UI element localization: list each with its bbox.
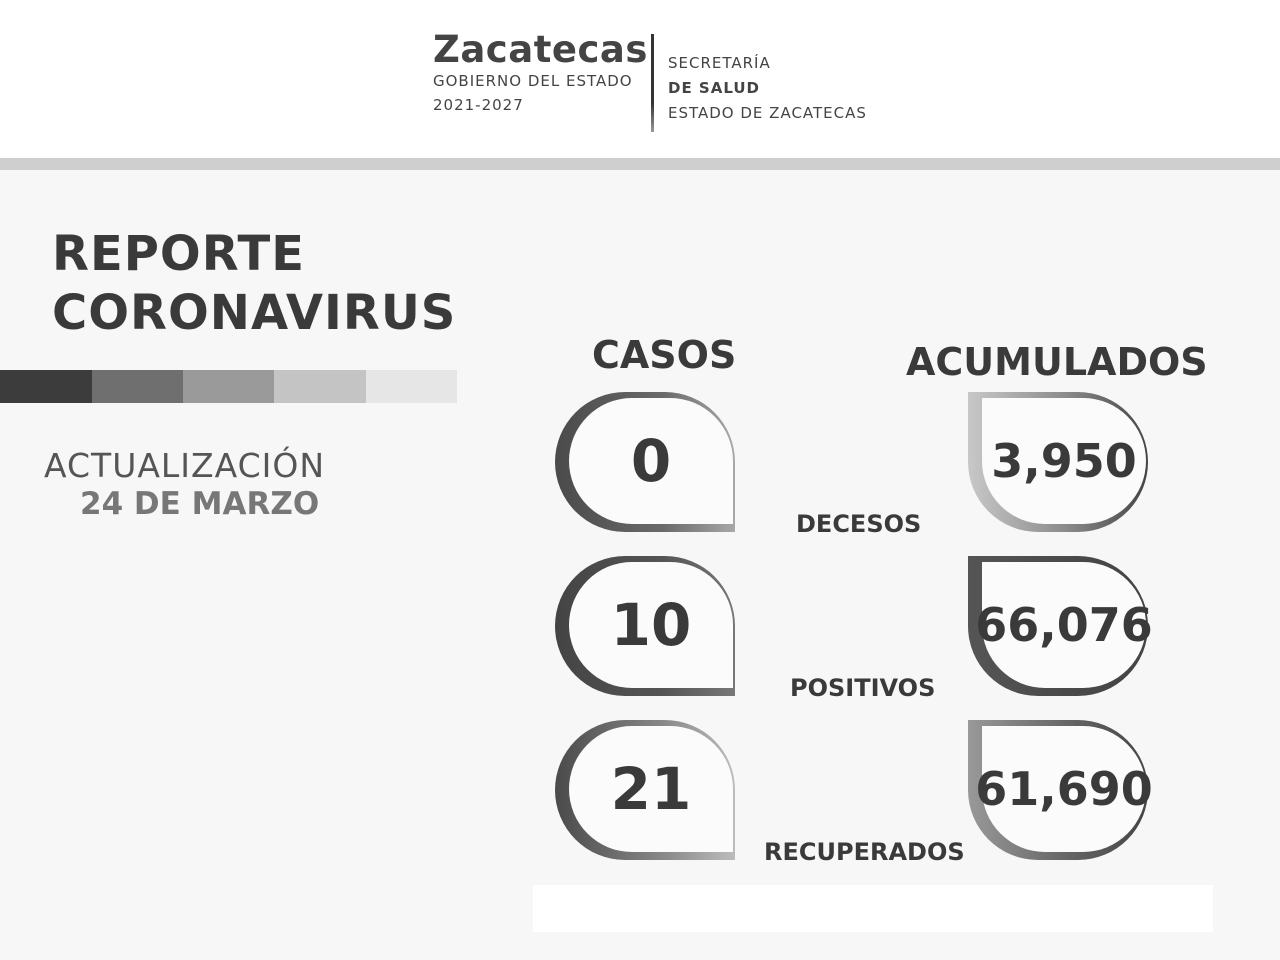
bar-3	[183, 370, 274, 403]
bar-5	[366, 370, 457, 403]
bar-2	[92, 370, 183, 403]
title-line-2: CORONAVIRUS	[52, 285, 457, 341]
casos-decesos-card	[555, 392, 735, 532]
acumulados-decesos-value: 3,950	[991, 434, 1137, 488]
casos-recuperados-card	[555, 720, 735, 860]
header-divider	[651, 34, 654, 132]
brand-logo	[433, 30, 648, 114]
brand-subtitle: GOBIERNO DEL ESTADO	[433, 72, 633, 90]
casos-positivos-value: 10	[610, 591, 692, 659]
footer-box	[533, 885, 1213, 932]
casos-header: CASOS	[592, 333, 737, 377]
casos-decesos-value: 0	[630, 427, 672, 495]
acumulados-recuperados-value: 61,690	[975, 762, 1153, 816]
positivos-label: POSITIVOS	[790, 674, 936, 702]
acumulados-recuperados-card	[968, 720, 1153, 860]
report-title	[52, 225, 456, 343]
bar-1	[0, 370, 92, 403]
acumulados-positivos-card	[968, 556, 1153, 696]
acumulados-decesos-card	[968, 392, 1148, 532]
dept-line-2: DE SALUD	[668, 79, 760, 97]
department-name	[668, 51, 867, 126]
acumulados-positivos-value: 66,076	[975, 598, 1153, 652]
decesos-label: DECESOS	[796, 510, 922, 538]
dept-line-1: SECRETARÍA	[668, 54, 771, 72]
acumulados-header: ACUMULADOS	[906, 340, 1208, 384]
header-rule	[0, 158, 1280, 170]
title-line-1: REPORTE	[52, 226, 306, 282]
header	[0, 0, 1280, 158]
recuperados-label: RECUPERADOS	[764, 838, 965, 866]
brand-years: 2021-2027	[433, 96, 524, 114]
bar-4	[274, 370, 366, 403]
update-date: 24 DE MARZO	[80, 486, 320, 522]
update-label: ACTUALIZACIÓN	[44, 446, 326, 485]
brand-name: Zacatecas	[433, 28, 648, 71]
casos-positivos-card	[555, 556, 735, 696]
casos-recuperados-value: 21	[610, 755, 692, 823]
dept-line-3: ESTADO DE ZACATECAS	[668, 104, 867, 122]
gradient-bars	[0, 370, 457, 403]
